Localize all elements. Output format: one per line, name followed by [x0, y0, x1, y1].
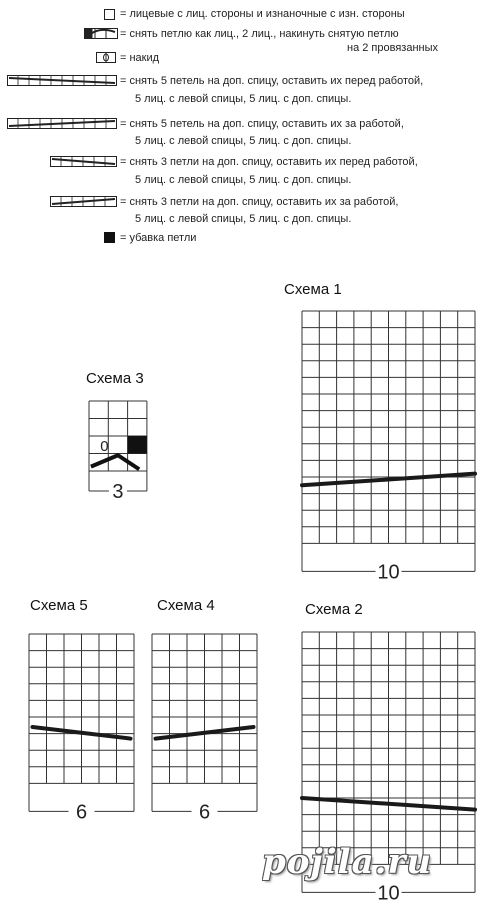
legend-text-yo: = накид — [120, 52, 160, 64]
yarn-over-symbol: 0 — [100, 437, 109, 455]
legend-text-knit: = лицевые с лиц. стороны и изнаночные с изн. стороны — [120, 8, 405, 20]
stitch-count-label: 3 — [112, 481, 124, 503]
legend-text-bindoff: = убавка петли — [120, 232, 197, 244]
legend-text-slip-2: на 2 провязанных — [347, 42, 439, 54]
chart-2-title: Схема 2 — [305, 601, 363, 618]
chart-3-title: Схема 3 — [86, 370, 144, 387]
legend-text-c3b-1: = снять 3 петли на доп. спицу, оставить их за работой, — [120, 196, 399, 208]
legend-text-c5b-1: = снять 5 петель на доп. спицу, оставить их за работой, — [120, 118, 404, 130]
stitch-count-label: 6 — [75, 801, 88, 824]
chart-5-title: Схема 5 — [30, 597, 88, 614]
chart-1-title: Схема 1 — [284, 281, 342, 298]
legend-text-c3f-2: 5 лиц. с левой спицы, 5 лиц. с доп. спицы. — [135, 174, 352, 186]
legend-text-c5b-2: 5 лиц. с левой спицы, 5 лиц. с доп. спицы. — [135, 135, 352, 147]
bind-off-cell — [128, 436, 147, 454]
stitch-count-label: 10 — [377, 882, 400, 901]
stitch-count-label: 10 — [377, 561, 400, 584]
stitch-count-label: 6 — [198, 801, 211, 824]
chart-4-title: Схема 4 — [157, 597, 215, 614]
legend-text-c5f-2: 5 лиц. с левой спицы, 5 лиц. с доп. спицы. — [135, 93, 352, 105]
watermark-logo: pojila.ru — [262, 842, 433, 882]
slip-pass-symbol — [91, 455, 139, 469]
legend-text-slip: = снять петлю как лиц., 2 лиц., накинуть снятую петлю — [120, 28, 399, 40]
legend-text-c5f-1: = снять 5 петель на доп. спицу, оставить их перед работой, — [120, 75, 424, 87]
legend-text-c3b-2: 5 лиц. с левой спицы, 5 лиц. с доп. спицы. — [135, 213, 352, 225]
legend-text-c3f-1: = снять 3 петли на доп. спицу, оставить их перед работой, — [120, 156, 418, 168]
